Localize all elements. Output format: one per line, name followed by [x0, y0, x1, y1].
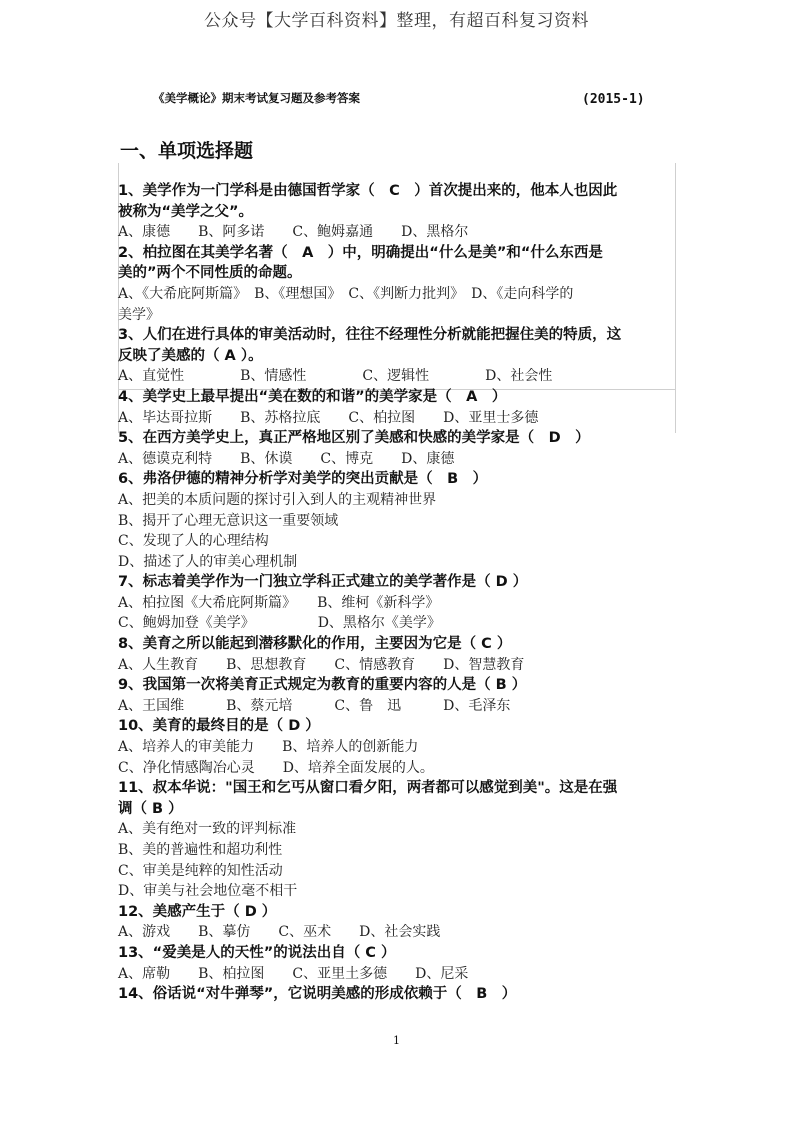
question-item	[118, 469, 678, 572]
question-line: 3、人们在进行具体的审美活动时，往往不经理性分析就能把握住美的特质，这	[118, 327, 622, 344]
question-item	[118, 181, 678, 243]
question-line: 13、“爱美是人的天性”的说法出自（ C ）	[118, 944, 396, 961]
option-line: C、鲍姆加登《美学》 D、黑格尔《美学》	[118, 615, 441, 632]
option-line: A、王国维 B、蔡元培 C、鲁 迅 D、毛泽东	[118, 697, 511, 714]
question-item	[118, 675, 678, 716]
question-item	[118, 572, 678, 634]
question-line: 1、美学作为一门学科是由德国哲学家（ C ）首次提出来的，他本人也因此	[118, 183, 618, 199]
document-date: (2015-1)	[582, 92, 645, 107]
question-line: 美的”两个不同性质的命题。	[118, 265, 302, 282]
option-line: C、审美是纯粹的知性活动	[118, 862, 283, 879]
option-line: D、描述了人的审美心理机制	[118, 553, 298, 570]
option-line: A、直觉性 B、情感性 C、逻辑性 D、社会性	[118, 368, 553, 385]
option-line: C、发现了人的心理结构	[118, 533, 269, 550]
question-line: 14、俗话说“对牛弹琴”，它说明美感的形成依赖于（ B ）	[118, 986, 517, 1003]
question-item	[118, 902, 678, 943]
question-text	[118, 716, 678, 737]
document-title: 《美学概论》期末考试复习题及参考答案	[153, 91, 360, 105]
section-heading: 一、单项选择题	[120, 140, 254, 162]
question-text	[118, 943, 678, 964]
question-text	[118, 634, 678, 655]
question-line: 9、我国第一次将美育正式规定为教育的重要内容的人是（ B ）	[118, 677, 527, 694]
question-line: 4、美学史上最早提出“美在数的和谐”的美学家是（ A ）	[118, 388, 507, 405]
source-banner: 公众号【大学百科资料】整理，有超百科复习资料	[204, 11, 589, 31]
option-line: B、美的普遍性和超功利性	[118, 842, 283, 858]
question-item	[118, 387, 678, 428]
question-line: 10、美育的最终目的是（ D ）	[118, 718, 320, 735]
question-line: 2、柏拉图在其美学名著（ A ）中，明确提出“什么是美”和“什么东西是	[118, 244, 603, 261]
option-line: B、揭开了心理无意识这一重要领域	[118, 512, 339, 529]
question-text	[118, 243, 678, 284]
question-item	[118, 428, 678, 469]
option-line: A、德谟克利特 B、休谟 C、博克 D、康德	[118, 450, 455, 467]
question-item	[118, 634, 678, 675]
question-item	[118, 243, 678, 325]
question-text	[118, 778, 678, 819]
question-text	[118, 572, 678, 593]
question-text	[118, 325, 678, 366]
option-line: C、净化情感陶冶心灵 D、培养全面发展的人。	[118, 759, 434, 776]
question-line: 调（ B ）	[118, 800, 183, 817]
option-line: 美学》	[118, 306, 160, 323]
option-line: A、《大希庇阿斯篇》 B、《理想国》 C、《判断力批判》 D、《走向科学的	[118, 285, 574, 302]
question-text	[118, 675, 678, 696]
question-text	[118, 984, 678, 1005]
question-line: 5、在西方美学史上，真正严格地区别了美感和快感的美学家是（ D ）	[118, 430, 590, 447]
question-line: 12、美感产生于（ D ）	[118, 903, 277, 920]
question-item	[118, 716, 678, 778]
option-line: D、审美与社会地位毫不相干	[118, 883, 298, 900]
question-item	[118, 943, 678, 984]
option-line: A、柏拉图《大希庇阿斯篇》 B、维柯《新科学》	[118, 594, 440, 611]
option-line: A、康德 B、阿多诺 C、鲍姆嘉通 D、黑格尔	[118, 224, 469, 241]
question-text	[118, 469, 678, 490]
option-line: A、毕达哥拉斯 B、苏格拉底 C、柏拉图 D、亚里士多德	[118, 409, 539, 426]
option-line: A、把美的本质问题的探讨引入到人的主观精神世界	[118, 491, 437, 508]
question-item	[118, 984, 678, 1005]
question-text	[118, 902, 678, 923]
question-item	[118, 325, 678, 387]
question-line: 11、叔本华说："国王和乞丐从窗口看夕阳，两者都可以感觉到美"。这是在强	[118, 780, 618, 797]
page-number: 1	[393, 1034, 400, 1047]
question-list	[118, 181, 678, 1005]
question-text	[118, 181, 678, 222]
question-text	[118, 428, 678, 449]
option-line: A、游戏 B、摹仿 C、巫术 D、社会实践	[118, 924, 441, 941]
question-line: 被称为“美学之父”。	[118, 203, 254, 220]
option-line: A、美有绝对一致的评判标准	[118, 821, 297, 838]
option-line: A、人生教育 B、思想教育 C、情感教育 D、智慧教育	[118, 656, 525, 673]
question-line: 7、标志着美学作为一门独立学科正式建立的美学著作是（ D ）	[118, 574, 528, 591]
option-line: A、席勒 B、柏拉图 C、亚里土多德 D、尼采	[118, 965, 469, 982]
question-line: 6、弗洛伊德的精神分析学对美学的突出贡献是（ B ）	[118, 471, 488, 488]
question-text	[118, 387, 678, 408]
question-line: 8、美育之所以能起到潜移默化的作用，主要因为它是（ C ）	[118, 636, 512, 653]
question-line: 反映了美感的（ A ）。	[118, 347, 263, 364]
question-item	[118, 778, 678, 902]
option-line: A、培养人的审美能力 B、培养人的创新能力	[118, 739, 419, 756]
